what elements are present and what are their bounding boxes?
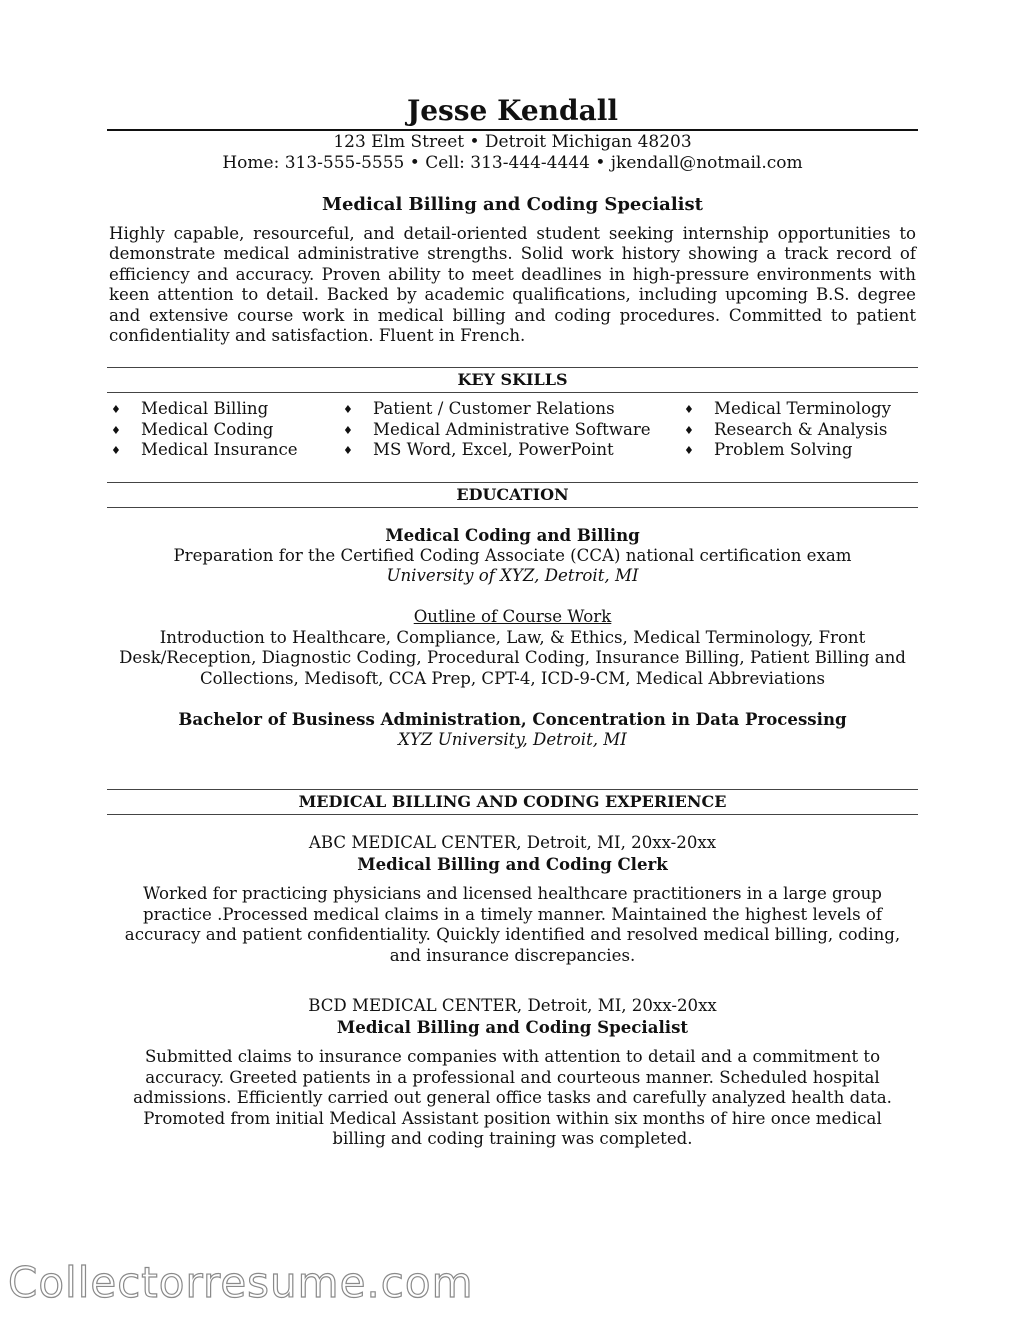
address-line: 123 Elm Street • Detroit Michigan 48203 [333,132,692,152]
diamond-bullet-icon: ♦ [343,423,353,437]
resume-title: Medical Billing and Coding Specialist [322,194,703,215]
diamond-bullet-icon: ♦ [343,403,353,416]
course-line: Collections, Medisoft, CCA Prep, CPT-4, ICD-9-CM, Medical Abbreviations [199,668,826,688]
program-name: Medical Coding and Billing [385,525,640,545]
diamond-bullet-icon: ♦ [684,444,694,457]
job-employer: ABC MEDICAL CENTER, Detroit, MI, 20xx-20xx [308,833,717,852]
job-entry [107,996,918,1037]
job-employer: BCD MEDICAL CENTER, Detroit, MI, 20xx-20xx [308,996,717,1015]
diamond-bullet-icon: ♦ [111,444,121,457]
course-line: Introduction to Healthcare, Compliance, Law, & Ethics, Medical Terminology, Front [159,627,866,647]
job-description: Worked for practicing physicians and licensed healthcare practitioners in a large group practice .Processed medical claims in a timely manner. Maintained the highest levels of accuracy and patient confidentiality. Quickly identified and resolved medical billing, coding, and insurance discrepancies. [124,884,901,965]
name-divider [107,129,918,131]
job-role: Medical Billing and Coding Clerk [357,853,668,874]
job-description: Submitted claims to insurance companies with attention to detail and a commitment to accuracy. Greeted patients in a professional and courteous manner. Scheduled hospital admissions. Efficiently carried out general office tasks and carefully analyzed health data. Promoted from initial Medical Assistant position within six months of hire once medical billing and coding training was completed. [133,1047,892,1148]
education-program [107,525,918,587]
skill-item: ♦ Medical Coding [111,420,298,441]
skills-column-3 [684,399,891,461]
skill-item: ♦ MS Word, Excel, PowerPoint [343,440,651,461]
job-role: Medical Billing and Coding Specialist [336,1016,689,1037]
program-school: University of XYZ, Detroit, MI [386,566,639,585]
skills-column-2 [343,399,651,461]
program-description: Preparation for the Certified Coding Associate (CCA) national certification exam [173,545,852,565]
summary-paragraph: Highly capable, resourceful, and detail-oriented student seeking internship opportunities to demonstrate medical administrative strengths. Solid work history showing a track record of efficiency and accuracy. Proven ability to meet deadlines in high-pressure environments with keen attention to detail. Backed by academic qualifications, including upcoming B.S. degree and extensive course work in medical billing and coding procedures. Committed to patient confidentiality and satisfaction. Fluent in French. [109,224,916,346]
course-outline [107,607,918,689]
education-degree [107,709,918,750]
contact-block [107,132,918,174]
experience-heading: MEDICAL BILLING AND CODING EXPERIENCE [107,789,918,815]
course-outline-heading: Outline of Course Work [413,607,612,626]
skill-item: ♦ Medical Billing [111,399,298,420]
diamond-bullet-icon: ♦ [684,423,694,437]
course-line: Desk/Reception, Diagnostic Coding, Procedural Coding, Insurance Billing, Patient Billing and [119,648,906,667]
skill-item: ♦ Medical Insurance [111,440,298,461]
key-skills-list [107,399,918,465]
diamond-bullet-icon: ♦ [111,403,121,416]
degree-school: XYZ University, Detroit, MI [398,729,627,749]
diamond-bullet-icon: ♦ [343,444,353,457]
skill-item: ♦ Patient / Customer Relations [343,399,651,420]
skill-item: ♦ Research & Analysis [684,420,891,441]
site-watermark: Collectorresume.com [8,1258,474,1307]
candidate-name: Jesse Kendall [406,94,619,127]
skill-item: ♦ Medical Terminology [684,399,891,420]
diamond-bullet-icon: ♦ [684,403,694,416]
degree-name: Bachelor of Business Administration, Concentration in Data Processing [178,709,847,729]
skill-item: ♦ Medical Administrative Software [343,420,651,441]
diamond-bullet-icon: ♦ [111,423,121,437]
education-heading: EDUCATION [107,482,918,508]
job-entry [107,833,918,874]
key-skills-heading: KEY SKILLS [107,367,918,393]
skills-column-1 [111,399,298,461]
phone-email-line: Home: 313-555-5555 • Cell: 313-444-4444 • jkendall@notmail.com [222,153,803,173]
skill-item: ♦ Problem Solving [684,440,891,461]
